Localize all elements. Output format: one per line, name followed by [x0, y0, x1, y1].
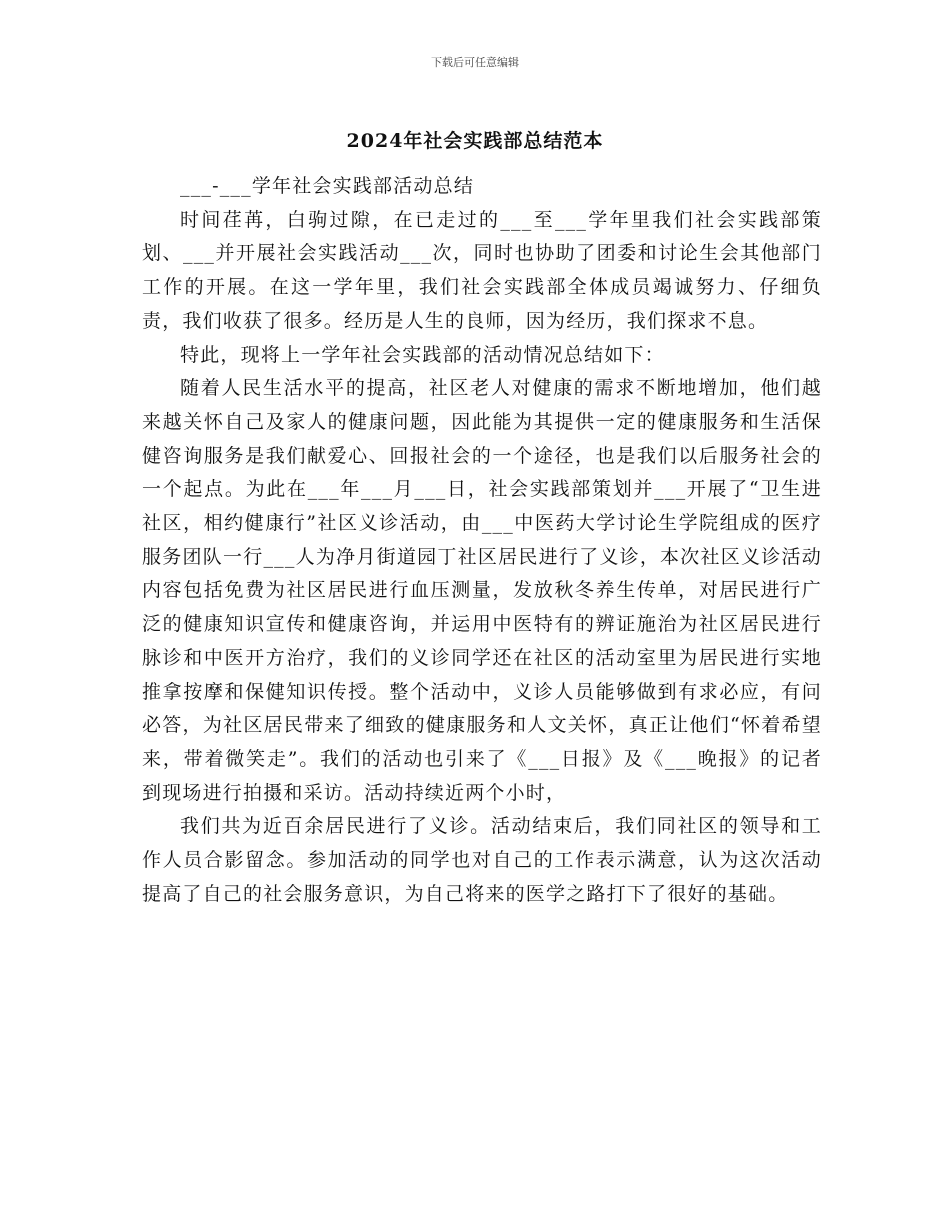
paragraph-summary-lead: 特此，现将上一学年社会实践部的活动情况总结如下： [180, 343, 665, 366]
paragraph-intro: 时间荏苒，白驹过隙，在已走过的___至___学年里我们社会实践部策划、___并开展社会实践活动___次，同时也协助了团委和讨论生会其他部门工作的开展。在这一学年里，我们社会实践部全体成员竭诚努力、仔细负责，我们收获了很多。经历是人生的良师，因为经历，我们探求不息。 [142, 208, 822, 332]
paragraph-conclusion: 我们共为近百余居民进行了义诊。活动结束后，我们同社区的领导和工作人员合影留念。参加活动的同学也对自己的工作表示满意，认为这次活动提高了自己的社会服务意识，为自己将来的医学之路打下了很好的基础。 [142, 815, 822, 905]
document-body [142, 170, 822, 911]
document-title: 2024年社会实践部总结范本 [346, 130, 604, 152]
paragraph-activity: 随着人民生活水平的提高，社区老人对健康的需求不断地增加，他们越来越关怀自己及家人的健康问题，因此能为其提供一定的健康服务和生活保健咨询服务是我们献爱心、回报社会的一个途径，也是我们以后服务社会的一个起点。为此在___年___月___日，社会实践部策划并___开展了“卫生进社区，相约健康行”社区义诊活动，由___中医药大学讨论生学院组成的医疗服务团队一行___人为净月街道园丁社区居民进行了义诊，本次社区义诊活动内容包括免费为社区居民进行血压测量，发放秋冬养生传单，对居民进行广泛的健康知识宣传和健康咨询，并运用中医特有的辨证施治为社区居民进行脉诊和中医开方治疗，我们的义诊同学还在社区的活动室里为居民进行实地推拿按摩和保健知识传授。整个活动中，义诊人员能够做到有求必应，有问必答，为社区居民带来了细致的健康服务和人文关怀，真正让他们“怀着希望来，带着微笑走”。我们的活动也引来了《___日报》及《___晚报》的记者到现场进行拍摄和采访。活动持续近两个小时， [142, 377, 822, 804]
paragraph-subtitle: ___-___学年社会实践部活动总结 [180, 175, 475, 197]
header-note: 下载后可任意编辑 [431, 56, 519, 69]
